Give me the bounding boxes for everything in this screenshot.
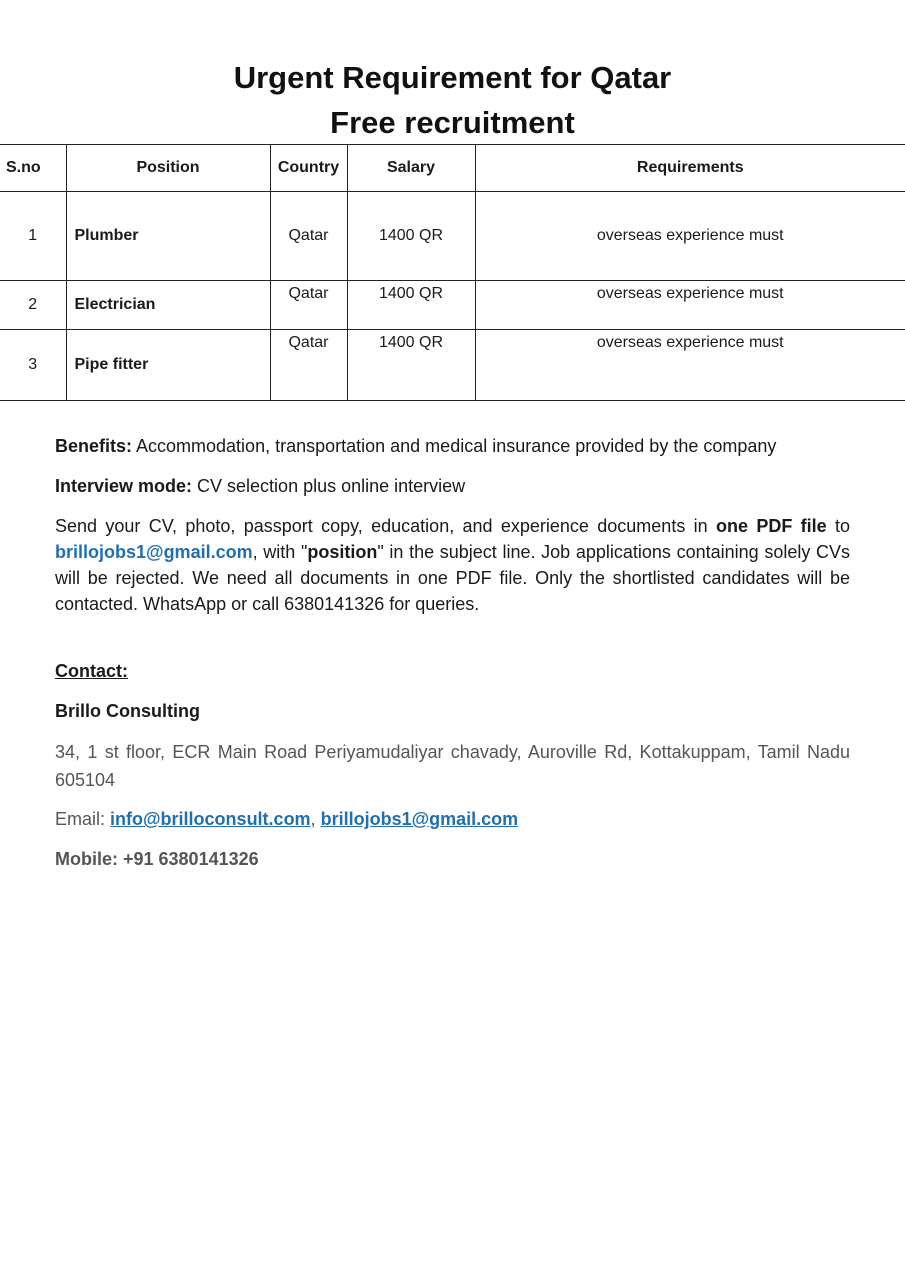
apply-paragraph <box>55 513 850 617</box>
apply-text-2: to <box>826 516 851 536</box>
cell-requirements: overseas experience must <box>475 192 905 281</box>
address: 34, 1 st floor, ECR Main Road Periyamudaliyar chavady, Auroville Rd, Kottakuppam, Tamil Nadu 605104 <box>55 742 850 790</box>
benefits-label: Benefits: <box>55 436 133 456</box>
cell-salary: 1400 QR <box>347 192 475 281</box>
email-line <box>55 806 850 832</box>
interview-text: CV selection plus online interview <box>192 476 466 496</box>
cell-sno: 2 <box>0 281 66 330</box>
email-label: Email: <box>55 809 111 829</box>
apply-bold-position: position <box>307 542 378 562</box>
benefits-line <box>55 433 850 459</box>
apply-text-1: Send your CV, photo, passport copy, education, and experience documents in <box>55 516 716 536</box>
header-salary: Salary <box>347 145 475 192</box>
page-subtitle: Free recruitment <box>330 105 575 140</box>
cell-position: Plumber <box>66 192 270 281</box>
cell-sno: 3 <box>0 330 66 401</box>
cell-position: Pipe fitter <box>66 330 270 401</box>
table-row <box>0 281 905 330</box>
table-header-row <box>0 145 905 192</box>
company-name: Brillo Consulting <box>55 701 200 721</box>
table-row <box>0 330 905 401</box>
cell-requirements: overseas experience must <box>475 281 905 330</box>
interview-label: Interview mode: <box>55 476 193 496</box>
contact-heading-text: Contact: <box>55 661 128 681</box>
cell-country: Qatar <box>270 192 347 281</box>
contact-heading <box>55 658 850 684</box>
cell-salary: 1400 QR <box>347 330 475 401</box>
page-title: Urgent Requirement for Qatar <box>233 60 672 95</box>
header-requirements: Requirements <box>475 145 905 192</box>
cell-requirements: overseas experience must <box>475 330 905 401</box>
header-position: Position <box>66 145 270 192</box>
cell-country: Qatar <box>270 330 347 401</box>
apply-bold-pdf: one PDF file <box>716 516 827 536</box>
email-link-info[interactable]: info@brilloconsult.com <box>110 809 311 829</box>
benefits-text: Accommodation, transportation and medical insurance provided by the company <box>132 436 777 456</box>
table-row <box>0 192 905 281</box>
header-country: Country <box>270 145 347 192</box>
apply-text-3: , with " <box>252 542 308 562</box>
cell-salary: 1400 QR <box>347 281 475 330</box>
apply-email-link[interactable]: brillojobs1@gmail.com <box>55 542 253 562</box>
email-link-jobs[interactable]: brillojobs1@gmail.com <box>320 809 519 829</box>
cell-country: Qatar <box>270 281 347 330</box>
email-separator: , <box>310 809 321 829</box>
jobs-table <box>0 144 905 401</box>
mobile-line: Mobile: +91 6380141326 <box>55 849 259 869</box>
cell-position: Electrician <box>66 281 270 330</box>
cell-sno: 1 <box>0 192 66 281</box>
header-sno: S.no <box>0 145 66 192</box>
apply-text-4: " in the subject line. Job applications containing solely CVs will be rejected. We need all documents in one PDF file. Only the shortlisted candidates will be contacted. WhatsApp or call 6380141326 for queries. <box>55 542 851 614</box>
interview-line <box>55 473 850 499</box>
